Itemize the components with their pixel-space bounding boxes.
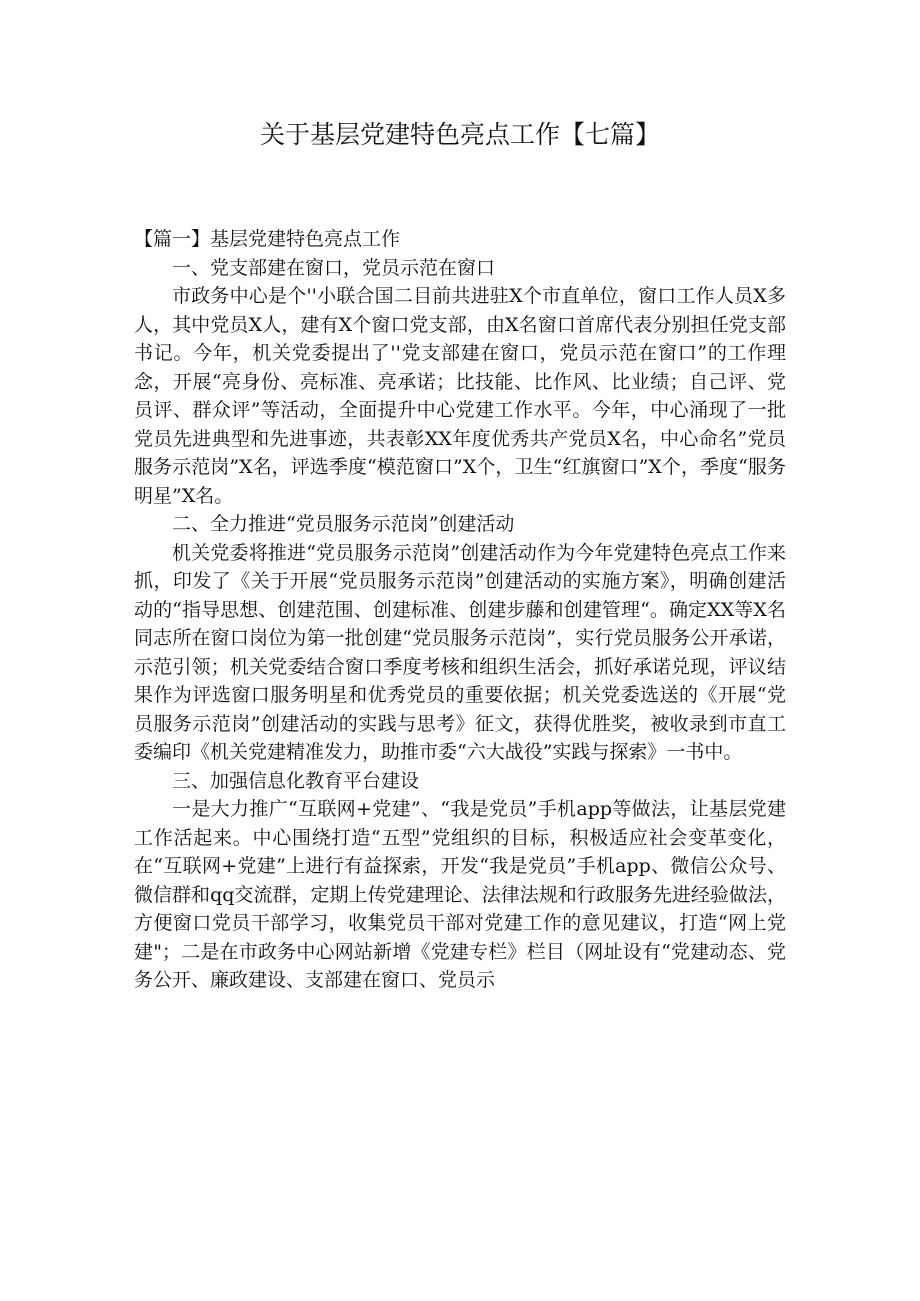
section-heading-3: 三、加强信息化教育平台建设 <box>172 769 420 792</box>
section-heading-1: 一、党支部建在窗口，党员示范在窗口 <box>172 256 496 279</box>
section-3-paragraph: 一是大力推广“互联网+党建”、“我是党员”手机app等做法，让基层党建工作活起来。中心围绕打造“五型”党组织的目标，积极适应社会变革变化，在“互联网+党建”上进行有益探索，开发“我是党员”手机app、微信公众号、微信群和qq交流群，定期上传党建理论、法律法规和行政服务先进经验做法，方便窗口党员干部学习，收集党员干部对党建工作的意见建议，打造“网上党建"；二是在市政务中心网站新增《党建专栏》栏目（网址设有“党建动态、党务公开、廉政建设、支部建在窗口、党员示 <box>134 798 786 991</box>
document-title: 关于基层党建特色亮点工作【七篇】 <box>259 120 660 149</box>
document-body <box>134 225 786 995</box>
section-heading-2: 二、全力推进“党员服务示范岗”创建活动 <box>172 513 515 535</box>
section-1-paragraph: 市政务中心是个''小联合国二目前共进驻X个市直单位，窗口工作人员X多人，其中党员X人，建有X个窗口党支部，由X名窗口首席代表分别担任党支部书记。今年，机关党委提出了''党支部建在窗口，党员示范在窗口”的工作理念，开展“亮身份、亮标准、亮承诺；比技能、比作风、比业绩；自己评、党员评、群众评”等活动，全面提升中心党建工作水平。今年，中心涌现了一批党员先进典型和先进事迹，共表彰XX年度优秀共产党员X名，中心命名”党员服务示范岗”X名，评选季度“模范窗口”X个，卫生“红旗窗口”X个，季度“服务明星”X名。 <box>134 285 786 507</box>
section-2-paragraph: 机关党委将推进“党员服务示范岗”创建活动作为今年党建特色亮点工作来抓，印发了《关于开展“党员服务示范岗”创建活动的实施方案》，明确创建活动的“指导思想、创建范围、创建标准、创建步藤和创建管理“。确定XX等X名同志所在窗口岗位为第一批创建“党员服务示范岗”，实行党员服务公开承诺，示范引领；机关党委结合窗口季度考核和组织生活会，抓好承诺兑现，评议结果作为评选窗口服务明星和优秀党员的重要依据；机关党委选送的《开展“党员服务示范岗”创建活动的实践与思考》征文，获得优胜奖，被收录到市直工委编印《机关党建精准发力，助推市委“六大战役”实践与探索》一书中。 <box>134 541 786 763</box>
chapter-heading: 【篇一】基层党建特色亮点工作 <box>134 228 401 250</box>
